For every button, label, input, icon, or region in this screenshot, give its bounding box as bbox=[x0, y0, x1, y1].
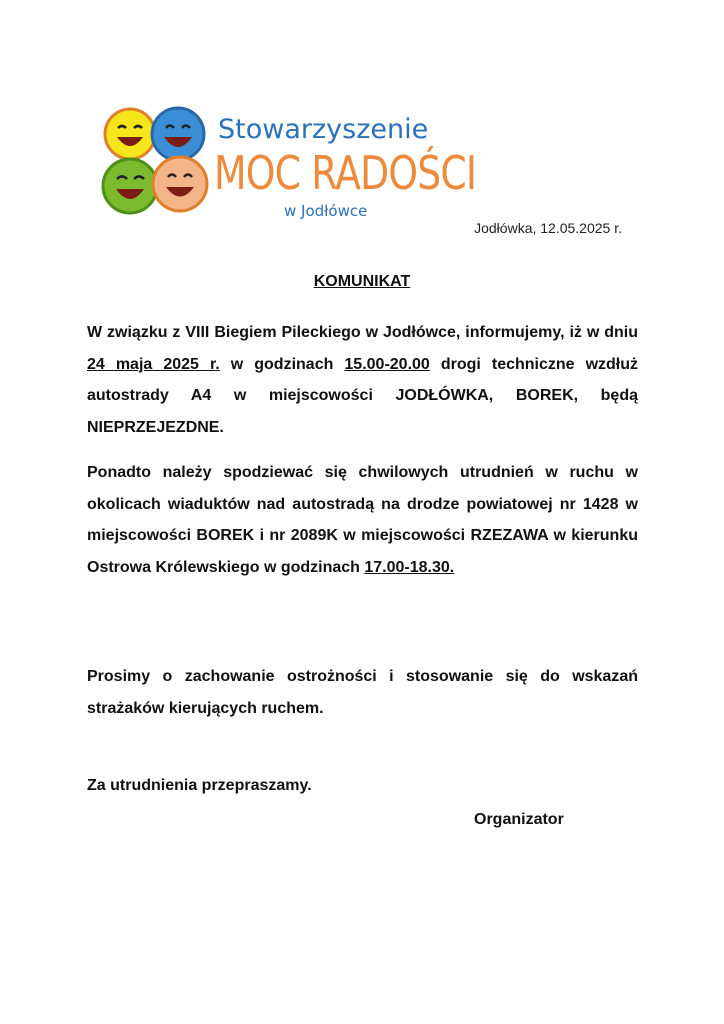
logo-subtitle: w Jodłówce bbox=[284, 202, 368, 220]
paragraph-2-text-a: Ponadto należy spodziewać się chwilowych utrudnień w ruchu w okolicach wiaduktów nad autostradą na drodze powiatowej nr 1428 w miejscowości BOREK i nr 2089K w miejscowości RZEZAWA w kierunku Ostrowa Królewskiego w godzinach bbox=[87, 464, 638, 576]
smiley-faces-icon bbox=[100, 104, 212, 218]
logo-main-text: MOC RADOŚCI bbox=[214, 146, 477, 200]
logo-title: Stowarzyszenie bbox=[218, 114, 429, 145]
association-logo bbox=[100, 104, 477, 224]
paragraph-3: Prosimy o zachowanie ostrożności i stosowanie się do wskazań strażaków kierujących ruchem. bbox=[87, 668, 638, 717]
event-date: 24 maja 2025 r. bbox=[87, 355, 220, 373]
paragraph-1 bbox=[87, 317, 638, 443]
paragraph-1-text-c: drogi techniczne wzdłuż autostrady A4 w miejscowości JODŁÓWKA, BOREK, będą NIEPRZEJEZDNE. bbox=[87, 355, 639, 436]
paragraph-2 bbox=[87, 457, 638, 583]
document-date: Jodłówka, 12.05.2025 r. bbox=[474, 220, 622, 236]
paragraph-1-text-a: W związku z VIII Biegiem Pileckiego w Jodłówce, informujemy, iż w dniu bbox=[87, 324, 638, 341]
disruption-hours: 17.00-18.30. bbox=[364, 558, 455, 576]
closure-hours: 15.00-20.00 bbox=[344, 355, 430, 373]
paragraph-1-text-b: w godzinach bbox=[219, 355, 345, 373]
document-heading: KOMUNIKAT bbox=[313, 273, 411, 290]
apology-line: Za utrudnienia przepraszamy. bbox=[87, 777, 312, 794]
signature: Organizator bbox=[474, 811, 564, 828]
